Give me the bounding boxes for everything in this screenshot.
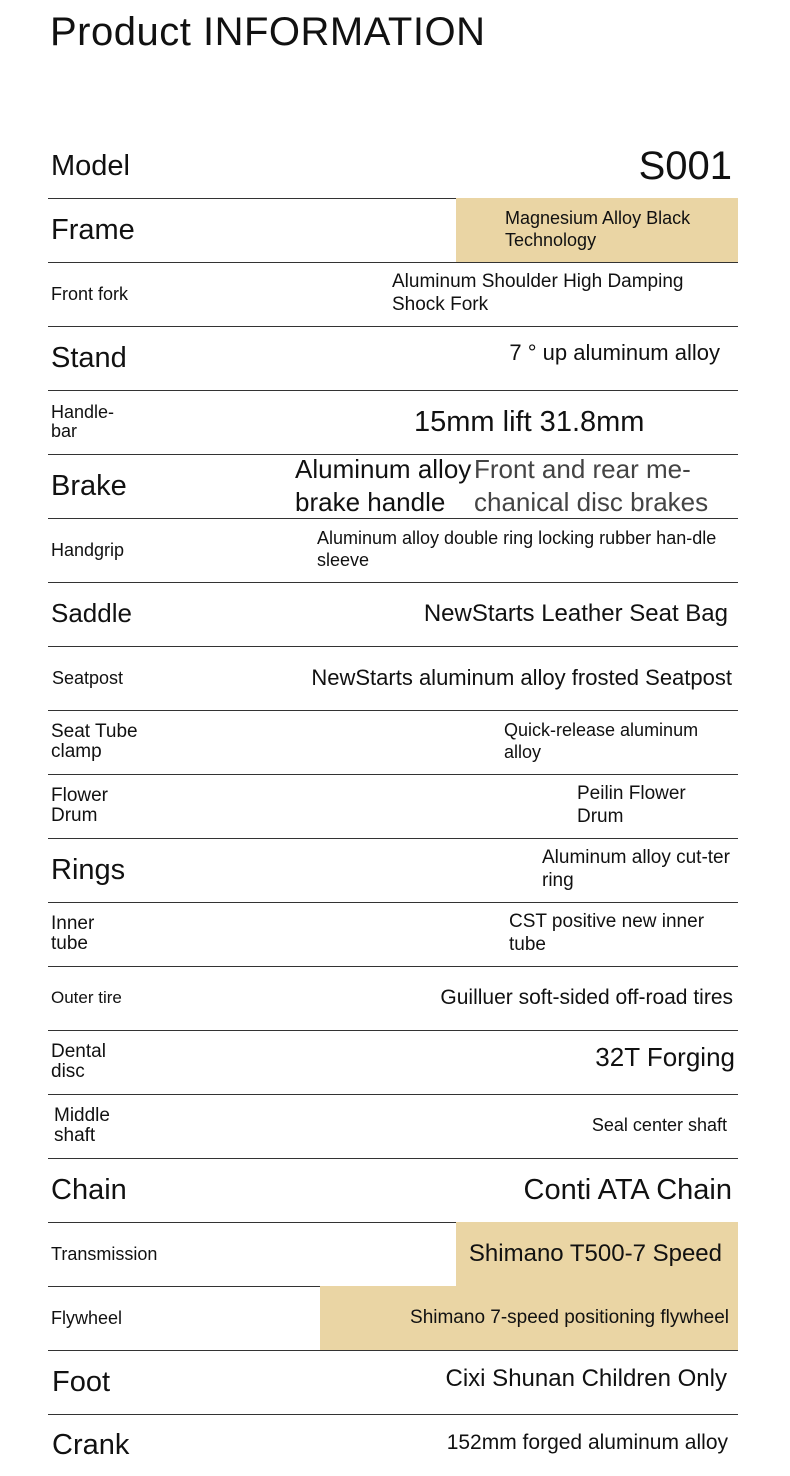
spec-value: Shimano 7-speed positioning flywheel: [410, 1306, 729, 1328]
page-title: Product INFORMATION: [50, 10, 486, 54]
spec-row-flower-drum: [48, 774, 738, 839]
spec-value: S001: [638, 144, 732, 188]
spec-row-model: [48, 134, 738, 199]
spec-value: Shimano T500-7 Speed: [468, 1239, 722, 1267]
spec-label: Handgrip: [51, 539, 125, 560]
spec-label: Dental disc: [51, 1041, 106, 1082]
spec-row-seat-tube-clamp: [48, 710, 738, 775]
spec-row-handlebar: [48, 390, 738, 455]
spec-row-crank: [48, 1414, 738, 1470]
spec-value: Guilluer soft-sided off-road tires: [440, 986, 733, 1010]
spec-row-flywheel: [48, 1286, 738, 1351]
spec-label: Middle shaft: [54, 1105, 110, 1146]
spec-row-frame: [48, 198, 738, 263]
spec-row-front-fork: [48, 262, 738, 327]
spec-label: Seat Tube clamp: [51, 721, 138, 762]
spec-value: CST positive new inner tube: [509, 911, 705, 955]
spec-value: NewStarts Leather Seat Bag: [423, 599, 728, 627]
spec-value: Conti ATA Chain: [523, 1173, 732, 1206]
spec-row-brake: [48, 454, 738, 519]
spec-value: 7 ° up aluminum alloy: [509, 339, 720, 365]
spec-label: Rings: [51, 853, 126, 886]
spec-value: Cixi Shunan Children Only: [445, 1364, 727, 1392]
spec-label: Foot: [52, 1365, 111, 1398]
spec-label: Crank: [52, 1428, 130, 1461]
spec-value: 32T Forging: [595, 1042, 735, 1073]
spec-label: Saddle: [51, 598, 132, 629]
spec-label: Frame: [51, 213, 135, 246]
spec-row-transmission: [48, 1222, 738, 1287]
spec-value: Aluminum alloy brake handle: [295, 453, 472, 517]
spec-row-stand: [48, 326, 738, 391]
spec-label: Flower Drum: [51, 785, 109, 826]
spec-label: Inner tube: [51, 913, 95, 954]
spec-value: Peilin Flower Drum: [577, 783, 686, 827]
spec-value: 152mm forged aluminum alloy: [446, 1431, 728, 1455]
spec-value-secondary: Front and rear me-chanical disc brakes: [474, 453, 709, 517]
spec-label: Handle-bar: [51, 402, 115, 441]
spec-row-seatpost: [48, 646, 738, 711]
spec-row-saddle: [48, 582, 738, 647]
spec-row-chain: [48, 1158, 738, 1223]
spec-label: Front fork: [51, 283, 129, 304]
spec-value: Aluminum alloy double ring locking rubber han-dle sleeve: [317, 528, 717, 570]
spec-label: Chain: [51, 1173, 127, 1206]
spec-row-middle-shaft: [48, 1094, 738, 1159]
spec-row-inner-tube: [48, 902, 738, 967]
spec-row-foot: [48, 1350, 738, 1415]
spec-label: Seatpost: [52, 667, 124, 688]
spec-value: NewStarts aluminum alloy frosted Seatpost: [311, 664, 732, 690]
spec-value: Magnesium Alloy Black Technology: [505, 208, 691, 250]
spec-label: Outer tire: [51, 988, 122, 1008]
spec-label: Brake: [51, 469, 127, 502]
spec-value: Quick-release aluminum alloy: [504, 720, 699, 762]
spec-row-dental-disc: [48, 1030, 738, 1095]
spec-row-handgrip: [48, 518, 738, 583]
spec-value: 15mm lift 31.8mm: [414, 405, 645, 438]
spec-value: Aluminum alloy cut-ter ring: [542, 847, 730, 891]
spec-label: Flywheel: [51, 1307, 123, 1328]
spec-label: Stand: [51, 341, 127, 374]
spec-label: Model: [51, 149, 130, 182]
spec-row-rings: [48, 838, 738, 903]
spec-label: Transmission: [51, 1243, 158, 1264]
spec-value: Seal center shaft: [591, 1115, 727, 1136]
spec-row-outer-tire: [48, 966, 738, 1031]
spec-value: Aluminum Shoulder High Damping Shock Fork: [392, 271, 684, 315]
